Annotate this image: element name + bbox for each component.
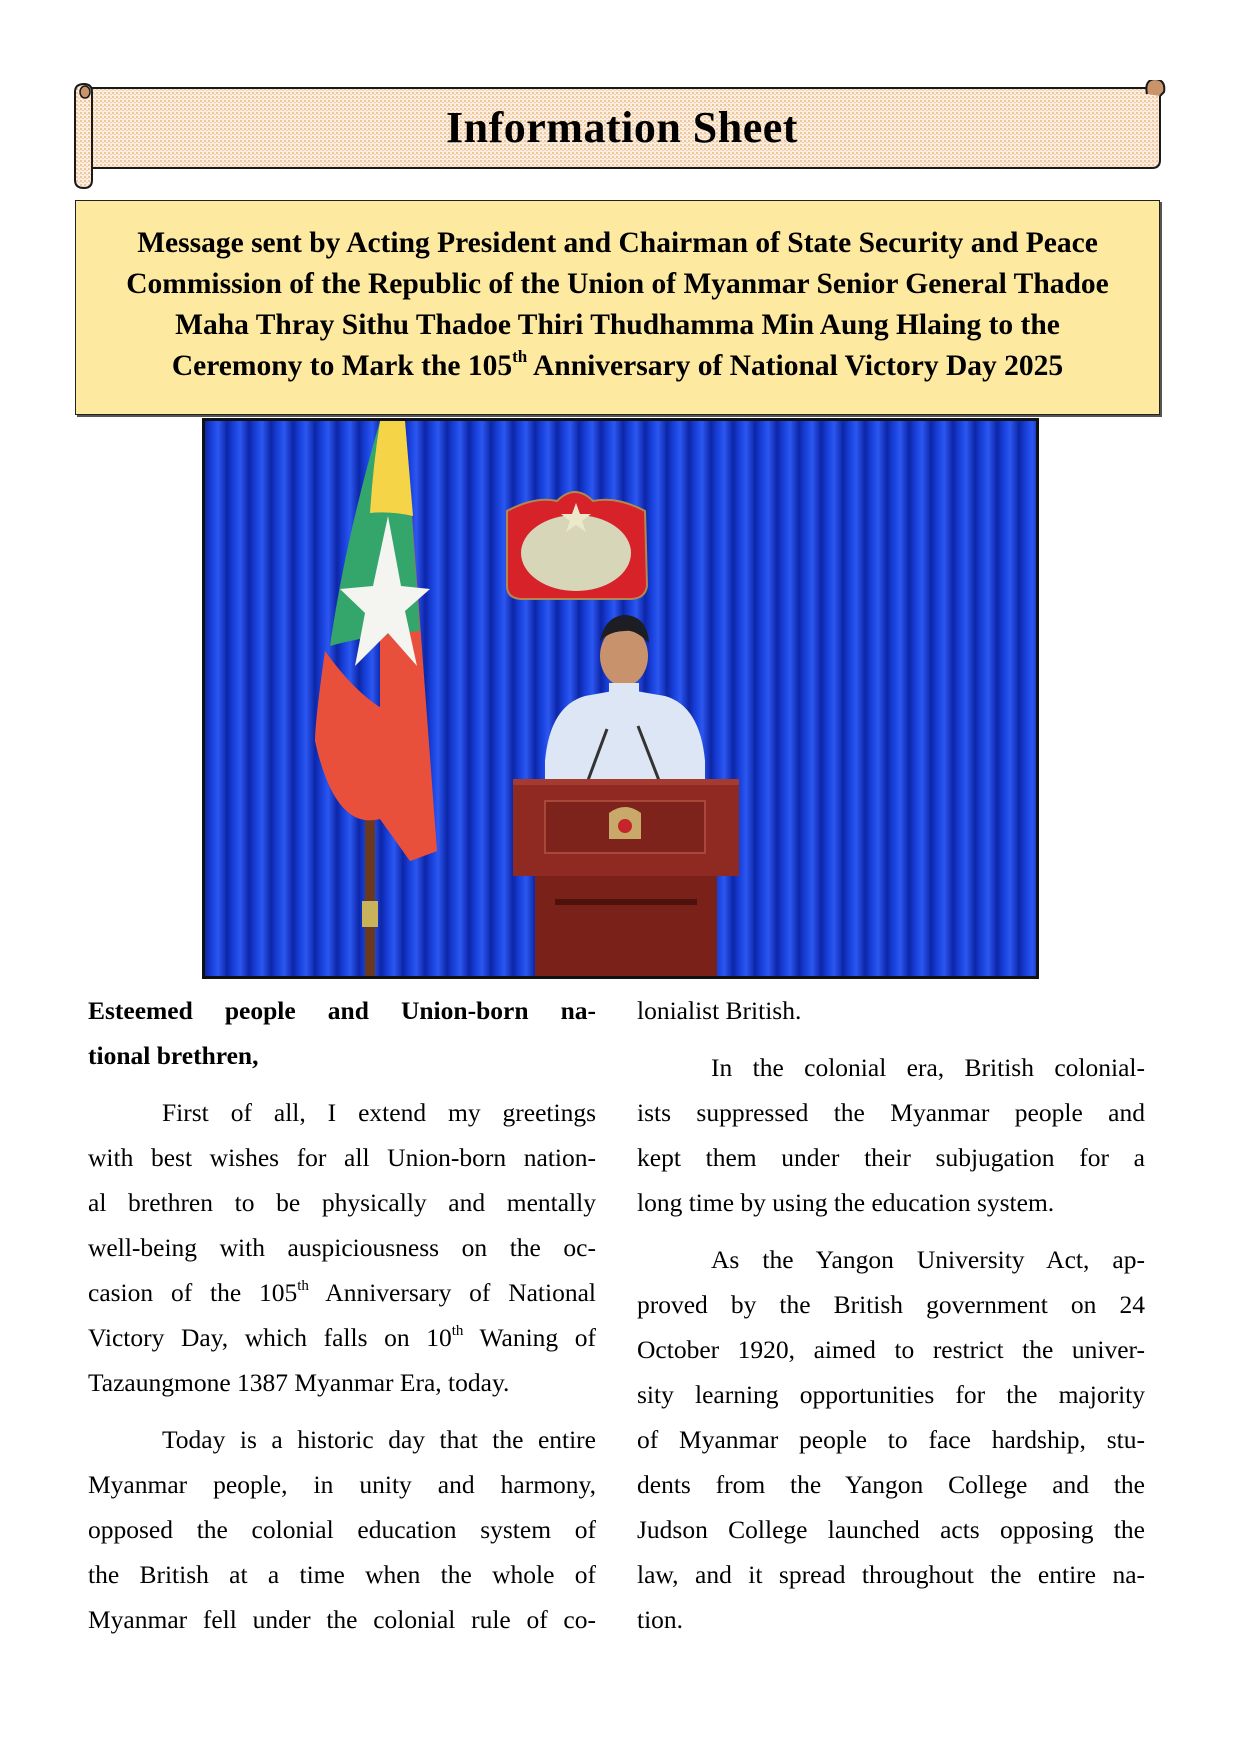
text-span: Anniversary of National	[308, 1278, 596, 1307]
text-line: lonialist British.	[637, 996, 802, 1025]
text-line: proved by the British government on 24	[637, 1290, 1145, 1319]
text-line: Myanmar fell under the colonial rule of co-	[88, 1605, 596, 1634]
paragraph	[637, 1237, 1145, 1642]
text-line: In the colonial era, British colonial-	[711, 1053, 1145, 1082]
text-line: of Myanmar people to face hardship, stu-	[637, 1425, 1145, 1454]
text-line: Myanmar people, in unity and harmony,	[88, 1470, 596, 1499]
text-line: First of all, I extend my greetings	[162, 1098, 596, 1127]
headline-line: Commission of the Republic of the Union of Myanmar Senior General Thadoe	[126, 267, 1109, 300]
text-line: dents from the Yangon College and the	[637, 1470, 1145, 1499]
headline-line	[88, 346, 1148, 387]
text-line: sity learning opportunities for the majority	[637, 1380, 1145, 1409]
text-line: al brethren to be physically and mentally	[88, 1188, 596, 1217]
text-line: Judson College launched acts opposing the	[637, 1515, 1145, 1544]
ordinal-suffix: th	[297, 1278, 309, 1294]
ceremony-photo	[202, 418, 1039, 979]
text-line: Today is a historic day that the entire	[162, 1425, 596, 1454]
paragraph	[88, 1090, 596, 1405]
text-line: law, and it spread throughout the entire na-	[637, 1560, 1145, 1589]
text-span: Waning of	[463, 1323, 596, 1352]
photo-illustration	[205, 421, 1036, 976]
text-line: kept them under their subjugation for a	[637, 1143, 1145, 1172]
text-line: tional brethren,	[88, 1041, 259, 1070]
text-line: ists suppressed the Myanmar people and	[637, 1098, 1145, 1127]
salutation	[88, 988, 596, 1078]
body-column-right	[637, 988, 1145, 1654]
text-line: long time by using the education system.	[637, 1188, 1055, 1217]
state-emblem	[507, 492, 647, 599]
text-line: well-being with auspiciousness on the oc-	[88, 1233, 596, 1262]
text-line: Tazaungmone 1387 Myanmar Era, today.	[88, 1368, 510, 1397]
text-line: with best wishes for all Union-born nation-	[88, 1143, 596, 1172]
headline-box	[75, 200, 1160, 415]
podium	[513, 779, 739, 976]
text-line: October 1920, aimed to restrict the univer-	[637, 1335, 1145, 1364]
flag-pole	[365, 801, 375, 976]
text-span: casion of the 105	[88, 1278, 298, 1307]
paragraph	[637, 1045, 1145, 1225]
text-line	[88, 1270, 596, 1315]
body-column-left	[88, 988, 596, 1654]
text-line: As the Yangon University Act, ap-	[711, 1245, 1145, 1274]
headline-text: Ceremony to Mark the 105	[171, 349, 513, 382]
text-line: the British at a time when the whole of	[88, 1560, 596, 1589]
title-banner	[72, 80, 1172, 190]
text-line: opposed the colonial education system of	[88, 1515, 596, 1544]
headline-line: Message sent by Acting President and Chairman of State Security and Peace	[137, 226, 1098, 259]
text-line	[88, 1315, 596, 1360]
text-span: Victory Day, which falls on 10	[88, 1323, 452, 1352]
paragraph	[637, 988, 1145, 1033]
headline-text: Anniversary of National Victory Day 2025	[527, 349, 1064, 382]
text-line: tion.	[637, 1605, 684, 1634]
headline	[88, 223, 1148, 387]
paragraph	[88, 1417, 596, 1642]
text-line: Esteemed people and Union-born na-	[88, 996, 596, 1025]
headline-line: Maha Thray Sithu Thadoe Thiri Thudhamma Min Aung Hlaing to the	[175, 308, 1060, 341]
ordinal-suffix: th	[512, 346, 528, 366]
ordinal-suffix: th	[451, 1323, 464, 1339]
page-title: Information Sheet	[446, 103, 798, 152]
